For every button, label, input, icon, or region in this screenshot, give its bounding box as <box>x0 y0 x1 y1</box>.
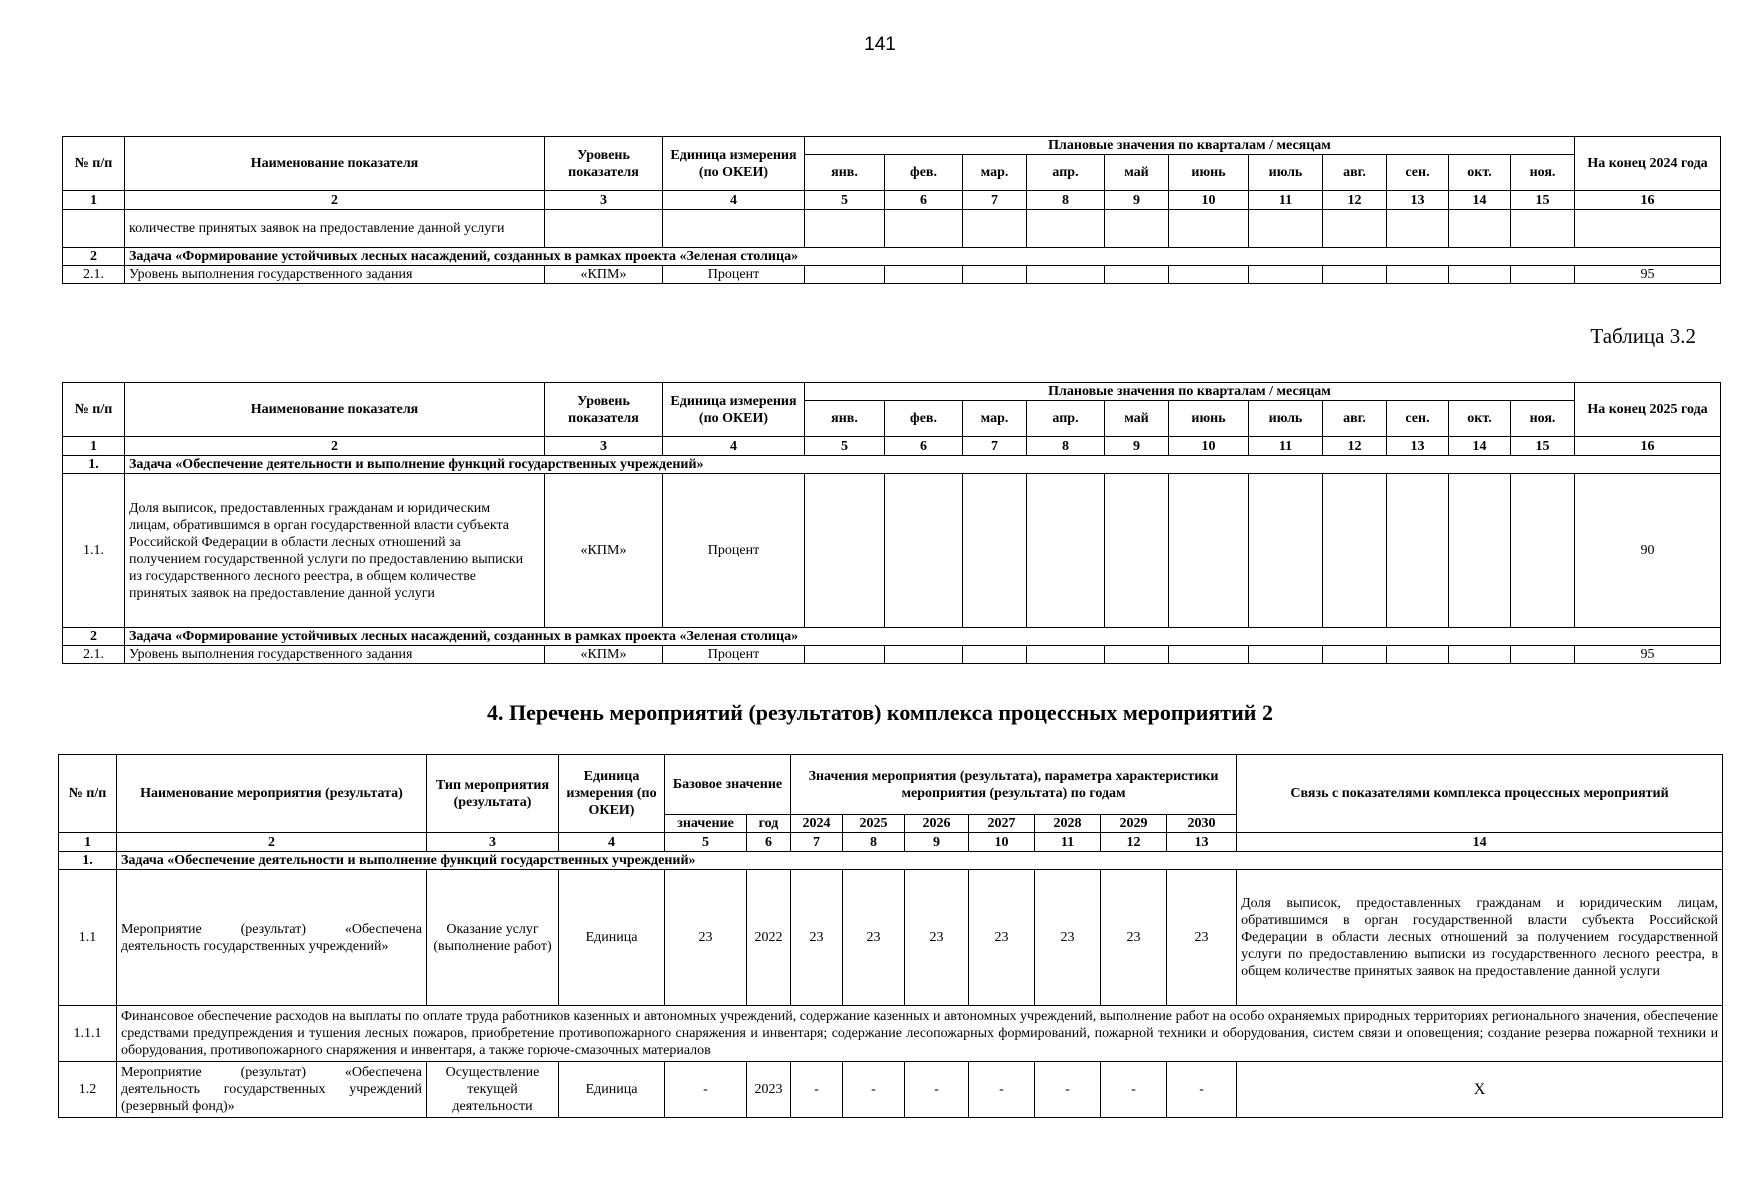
header-year: 2026 <box>905 815 969 833</box>
column-number-row <box>63 437 1721 456</box>
task-num: 1. <box>63 456 125 474</box>
header-name: Наименование показателя <box>125 137 545 191</box>
task-num: 1. <box>59 852 117 870</box>
year-value: - <box>905 1062 969 1118</box>
col-number: 7 <box>791 833 843 852</box>
continuation-text: количестве принятых заявок на предоставление данной услуги <box>125 210 545 248</box>
col-number: 16 <box>1575 437 1721 456</box>
header-link: Связь с показателями комплекса процессных мероприятий <box>1237 755 1723 833</box>
indicator-end-value: 90 <box>1575 474 1721 628</box>
row-num: 1.2 <box>59 1062 117 1118</box>
indicators-table-2025 <box>62 382 1721 664</box>
col-number: 9 <box>1105 191 1169 210</box>
activity-name: Мероприятие (результат) «Обеспечена деятельность государственных учреждений» <box>117 870 427 1006</box>
table-row <box>63 474 1721 628</box>
col-number: 8 <box>843 833 905 852</box>
column-number-row <box>59 833 1723 852</box>
header-month: май <box>1105 155 1169 191</box>
header-type: Тип мероприятия (результата) <box>427 755 559 833</box>
table-row <box>63 210 1721 248</box>
indicator-level: «КПМ» <box>545 646 663 664</box>
col-number: 1 <box>63 437 125 456</box>
header-year: 2029 <box>1101 815 1167 833</box>
header-month: ноя. <box>1511 155 1575 191</box>
indicator-end-value: 95 <box>1575 266 1721 284</box>
indicator-name: Уровень выполнения государственного задания <box>125 266 545 284</box>
header-name: Наименование показателя <box>125 383 545 437</box>
header-end: На конец 2024 года <box>1575 137 1721 191</box>
header-level: Уровень показателя <box>545 137 663 191</box>
col-number: 13 <box>1387 191 1449 210</box>
header-month: июль <box>1249 401 1323 437</box>
year-value: - <box>1101 1062 1167 1118</box>
col-number: 11 <box>1035 833 1101 852</box>
activity-unit: Единица <box>559 1062 665 1118</box>
table-row <box>59 1006 1723 1062</box>
table-row <box>59 870 1723 1006</box>
page-number: 141 <box>864 34 896 55</box>
header-unit: Единица измерения (по ОКЕИ) <box>663 383 805 437</box>
indicator-unit: Процент <box>663 266 805 284</box>
col-number: 9 <box>905 833 969 852</box>
header-year: 2024 <box>791 815 843 833</box>
header-month: окт. <box>1449 401 1511 437</box>
col-number: 4 <box>559 833 665 852</box>
header-year: 2028 <box>1035 815 1101 833</box>
header-planned: Плановые значения по кварталам / месяцам <box>805 383 1575 401</box>
col-number: 5 <box>665 833 747 852</box>
indicator-link: X <box>1237 1062 1723 1118</box>
table-row <box>59 1062 1723 1118</box>
col-number: 13 <box>1387 437 1449 456</box>
col-number: 9 <box>1105 437 1169 456</box>
task-row <box>63 628 1721 646</box>
col-number: 2 <box>125 191 545 210</box>
header-month: янв. <box>805 401 885 437</box>
indicator-name: Доля выписок, предоставленных гражданам и юридическим лицам, обратившимся в орган государственной власти субъекта Российской Федерации в области лесных отношений за получением государственной услуги по предоставлению выписки из государственного лесного реестра, в общем количестве принятых заявок на предоставление данной услуги <box>125 474 545 628</box>
col-number: 12 <box>1323 437 1387 456</box>
header-month: янв. <box>805 155 885 191</box>
row-num: 1.1.1 <box>59 1006 117 1062</box>
col-number: 8 <box>1027 191 1105 210</box>
col-number: 14 <box>1449 437 1511 456</box>
base-value: 23 <box>665 870 747 1006</box>
year-value: 23 <box>969 870 1035 1006</box>
col-number: 8 <box>1027 437 1105 456</box>
col-number: 1 <box>63 191 125 210</box>
header-num: № п/п <box>63 137 125 191</box>
header-month: авг. <box>1323 401 1387 437</box>
row-num: 2.1. <box>63 646 125 664</box>
header-month: июнь <box>1169 155 1249 191</box>
header-year: 2027 <box>969 815 1035 833</box>
activities-table <box>58 754 1723 1118</box>
col-number: 10 <box>1169 437 1249 456</box>
financing-description: Финансовое обеспечение расходов на выплаты по оплате труда работников казенных и автономных учреждений, содержание казенных и автономных учреждений, выполнение работ на особо охраняемых природных территориях регионального значения, обеспечение средствами предупреждения и тушения лесных пожаров, приобретение противопожарного снаряжения и инвентаря; содержание лесопожарных формирований, пожарной техники и оборудования, систем связи и оповещения; создание резерва пожарной техники и оборудования, противопожарного снаряжения и инвентаря, а также горюче-смазочных материалов <box>117 1006 1723 1062</box>
header-num: № п/п <box>63 383 125 437</box>
table-row <box>63 646 1721 664</box>
col-number: 3 <box>545 191 663 210</box>
task-row <box>63 248 1721 266</box>
header-base-year: год <box>747 815 791 833</box>
header-unit: Единица измерения (по ОКЕИ) <box>559 755 665 833</box>
col-number: 4 <box>663 437 805 456</box>
task-num: 2 <box>63 248 125 266</box>
col-number: 11 <box>1249 191 1323 210</box>
year-value: - <box>1167 1062 1237 1118</box>
row-num: 2.1. <box>63 266 125 284</box>
col-number: 6 <box>885 191 963 210</box>
header-month: мар. <box>963 401 1027 437</box>
year-value: 23 <box>843 870 905 1006</box>
year-value: 23 <box>905 870 969 1006</box>
col-number: 14 <box>1237 833 1723 852</box>
task-row <box>63 456 1721 474</box>
base-value: - <box>665 1062 747 1118</box>
col-number: 3 <box>427 833 559 852</box>
activity-unit: Единица <box>559 870 665 1006</box>
header-values: Значения мероприятия (результата), параметра характеристики мероприятия (результата) по годам <box>791 755 1237 815</box>
table-caption: Таблица 3.2 <box>1590 324 1696 348</box>
indicator-level: «КПМ» <box>545 474 663 628</box>
col-number: 2 <box>117 833 427 852</box>
activity-type: Оказание услуг (выполнение работ) <box>427 870 559 1006</box>
header-level: Уровень показателя <box>545 383 663 437</box>
row-num: 1.1 <box>59 870 117 1006</box>
header-year: 2025 <box>843 815 905 833</box>
header-year: 2030 <box>1167 815 1237 833</box>
col-number: 7 <box>963 191 1027 210</box>
header-month: окт. <box>1449 155 1511 191</box>
indicator-level: «КПМ» <box>545 266 663 284</box>
activity-type: Осуществление текущей деятельности <box>427 1062 559 1118</box>
header-month: май <box>1105 401 1169 437</box>
year-value: 23 <box>1167 870 1237 1006</box>
col-number: 3 <box>545 437 663 456</box>
col-number: 5 <box>805 191 885 210</box>
header-month: фев. <box>885 155 963 191</box>
indicators-table-2024 <box>62 136 1721 284</box>
activity-name: Мероприятие (результат) «Обеспечена деятельность государственных учреждений (резервный фонд)» <box>117 1062 427 1118</box>
year-value: 23 <box>1035 870 1101 1006</box>
header-month: апр. <box>1027 155 1105 191</box>
task-title: Задача «Обеспечение деятельности и выполнение функций государственных учреждений» <box>125 456 1721 474</box>
header-month: фев. <box>885 401 963 437</box>
year-value: 23 <box>791 870 843 1006</box>
row-num: 1.1. <box>63 474 125 628</box>
task-title: Задача «Формирование устойчивых лесных насаждений, созданных в рамках проекта «Зеленая столица» <box>125 248 1721 266</box>
col-number: 12 <box>1323 191 1387 210</box>
year-value: 23 <box>1101 870 1167 1006</box>
col-number: 1 <box>59 833 117 852</box>
col-number: 11 <box>1249 437 1323 456</box>
base-year: 2022 <box>747 870 791 1006</box>
header-planned: Плановые значения по кварталам / месяцам <box>805 137 1575 155</box>
col-number: 15 <box>1511 437 1575 456</box>
header-month: июль <box>1249 155 1323 191</box>
task-title: Задача «Обеспечение деятельности и выполнение функций государственных учреждений» <box>117 852 1723 870</box>
year-value: - <box>843 1062 905 1118</box>
col-number: 13 <box>1167 833 1237 852</box>
task-num: 2 <box>63 628 125 646</box>
header-name: Наименование мероприятия (результата) <box>117 755 427 833</box>
indicator-link: Доля выписок, предоставленных гражданам и юридическим лицам, обратившимся в орган государственной власти субъекта Российской Федерации в области лесных отношений за получением государственной услуги по предоставлению выписки из государственного лесного реестра, в общем количестве принятых заявок на предоставление данной услуги <box>1237 870 1723 1006</box>
header-end: На конец 2025 года <box>1575 383 1721 437</box>
indicator-name: Уровень выполнения государственного задания <box>125 646 545 664</box>
year-value: - <box>969 1062 1035 1118</box>
indicator-end-value: 95 <box>1575 646 1721 664</box>
col-number: 2 <box>125 437 545 456</box>
header-unit: Единица измерения (по ОКЕИ) <box>663 137 805 191</box>
section-title: 4. Перечень мероприятий (результатов) комплекса процессных мероприятий 2 <box>487 700 1273 725</box>
header-month: июнь <box>1169 401 1249 437</box>
task-title: Задача «Формирование устойчивых лесных насаждений, созданных в рамках проекта «Зеленая столица» <box>125 628 1721 646</box>
col-number: 15 <box>1511 191 1575 210</box>
col-number: 12 <box>1101 833 1167 852</box>
col-number: 10 <box>969 833 1035 852</box>
header-month: ноя. <box>1511 401 1575 437</box>
col-number: 16 <box>1575 191 1721 210</box>
column-number-row <box>63 191 1721 210</box>
col-number: 6 <box>747 833 791 852</box>
indicator-unit: Процент <box>663 474 805 628</box>
header-base: Базовое значение <box>665 755 791 815</box>
col-number: 6 <box>885 437 963 456</box>
col-number: 5 <box>805 437 885 456</box>
indicator-unit: Процент <box>663 646 805 664</box>
header-month: мар. <box>963 155 1027 191</box>
year-value: - <box>791 1062 843 1118</box>
base-year: 2023 <box>747 1062 791 1118</box>
header-month: сен. <box>1387 401 1449 437</box>
table-row <box>63 266 1721 284</box>
header-month: сен. <box>1387 155 1449 191</box>
year-value: - <box>1035 1062 1101 1118</box>
header-month: авг. <box>1323 155 1387 191</box>
col-number: 4 <box>663 191 805 210</box>
header-base-value: значение <box>665 815 747 833</box>
header-month: апр. <box>1027 401 1105 437</box>
header-num: № п/п <box>59 755 117 833</box>
col-number: 7 <box>963 437 1027 456</box>
col-number: 14 <box>1449 191 1511 210</box>
col-number: 10 <box>1169 191 1249 210</box>
task-row <box>59 852 1723 870</box>
